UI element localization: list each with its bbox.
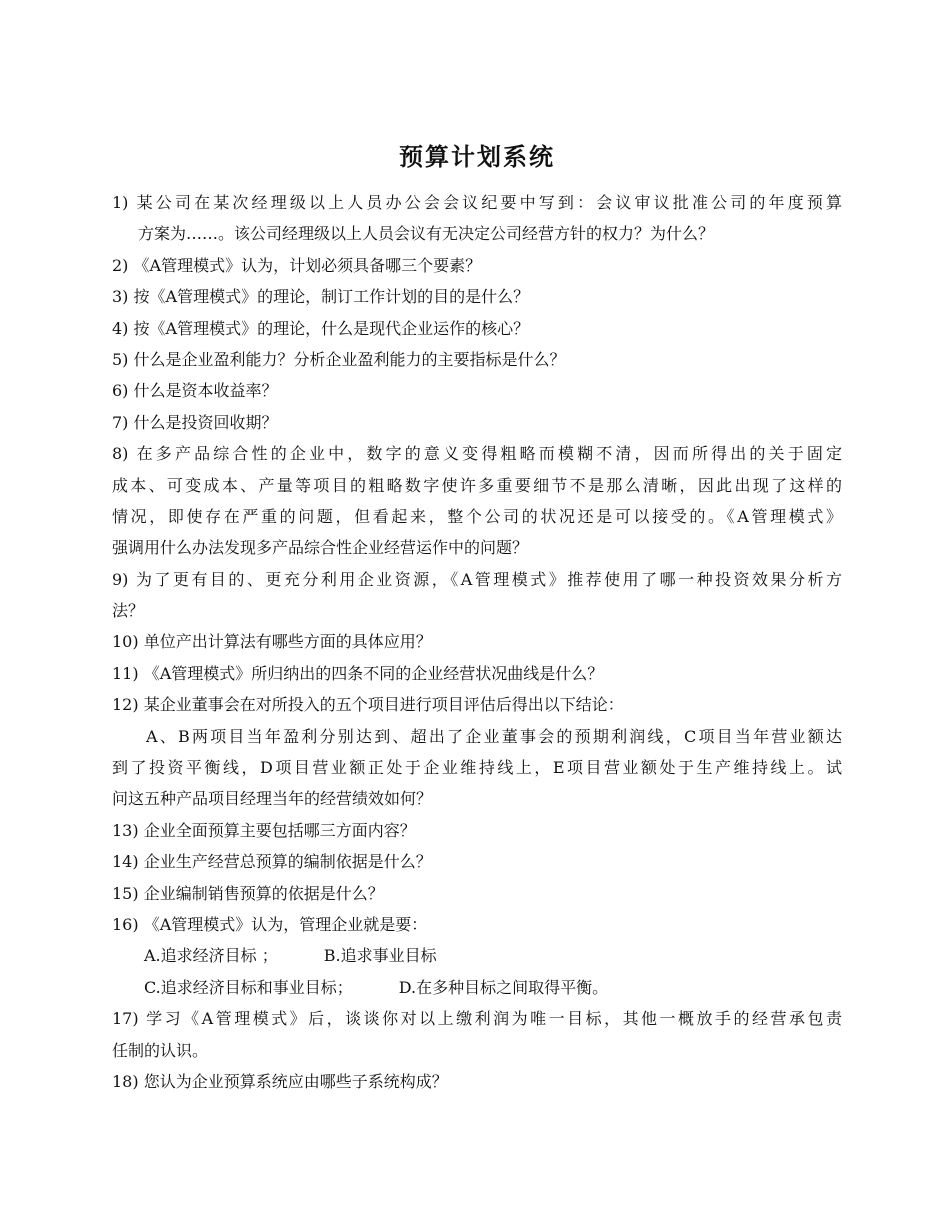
question-7: 7) 什么是投资回收期？ <box>112 412 278 432</box>
option-c: C.追求经济目标和事业目标； <box>144 977 353 997</box>
question-10: 10) 单位产出计算法有哪些方面的具体应用？ <box>112 632 432 652</box>
question-4: 4) 按《A管理模式》的理论，什么是现代企业运作的核心？ <box>112 318 530 338</box>
option-a: A.追求经济目标 ； <box>144 946 278 966</box>
question-1-line-2: 方案为……。该公司经理级以上人员会议有无决定公司经营方针的权力？为什么？ <box>138 224 715 244</box>
question-16-options-row-2 <box>112 972 842 1003</box>
question-8-line-2: 成本、可变成本、产量等项目的粗略数字使许多重要细节不是那么清晰，因此出现了这样的 <box>112 475 842 495</box>
option-b: B.追求事业目标 <box>323 946 437 966</box>
question-17-line-1: 17) 学习《A管理模式》后，谈谈你对以上缴利润为唯一目标，其他一概放手的经营承包责 <box>112 1009 842 1029</box>
question-1-line-1: 1) 某公司在某次经理级以上人员办公会会议纪要中写到：会议审议批准公司的年度预算 <box>112 193 842 212</box>
question-2: 2) 《A管理模式》认为，计划必须具备哪三个要素？ <box>112 255 482 275</box>
question-11: 11) 《A管理模式》所归纳出的四条不同的企业经营状况曲线是什么？ <box>112 663 604 683</box>
question-6: 6) 什么是资本收益率？ <box>112 381 278 401</box>
question-14: 14) 企业生产经营总预算的编制依据是什么？ <box>112 852 432 872</box>
question-18: 18) 您认为企业预算系统应由哪些子系统构成？ <box>112 1071 448 1091</box>
question-12-para-line-1: A、B两项目当年盈利分别达到、超出了企业董事会的预期利润线，C项目当年营业额达 <box>146 726 842 746</box>
question-8-line-3: 情况，即使存在严重的问题，但看起来，整个公司的状况还是可以接受的。《A管理模式》 <box>112 506 842 526</box>
question-12: 12) 某企业董事会在对所投入的五个项目进行项目评估后得出以下结论： <box>112 695 624 715</box>
document-title: 预算计划系统 <box>399 142 555 171</box>
question-3: 3) 按《A管理模式》的理论，制订工作计划的目的是什么？ <box>112 287 530 307</box>
document-page <box>112 0 842 1230</box>
question-17-line-2: 任制的认识。 <box>112 1040 209 1060</box>
question-12-para-line-2: 到了投资平衡线，D项目营业额正处于企业维持线上，E项目营业额处于生产维持线上。试 <box>112 758 842 778</box>
question-16: 16) 《A管理模式》认为，管理企业就是要： <box>112 914 428 934</box>
question-15: 15) 企业编制销售预算的依据是什么？ <box>112 883 384 903</box>
question-9-line-1: 9) 为了更有目的、更充分利用企业资源，《A管理模式》推荐使用了哪一种投资效果分析方 <box>112 569 842 589</box>
question-list <box>112 187 842 1097</box>
option-d: D.在多种目标之间取得平衡。 <box>398 977 609 997</box>
question-13: 13) 企业全面预算主要包括哪三方面内容？ <box>112 820 416 840</box>
question-8-line-4: 强调用什么办法发现多产品综合性企业经营运作中的问题？ <box>112 538 529 558</box>
question-12-para-line-3: 问这五种产品项目经理当年的经营绩效如何？ <box>112 789 433 809</box>
question-16-options-row-1 <box>112 940 842 971</box>
question-9-line-2: 法？ <box>112 601 145 621</box>
question-5: 5) 什么是企业盈利能力？分析企业盈利能力的主要指标是什么？ <box>112 349 566 369</box>
question-8-line-1: 8) 在多产品综合性的企业中，数字的意义变得粗略而模糊不清，因而所得出的关于固定 <box>112 444 842 464</box>
